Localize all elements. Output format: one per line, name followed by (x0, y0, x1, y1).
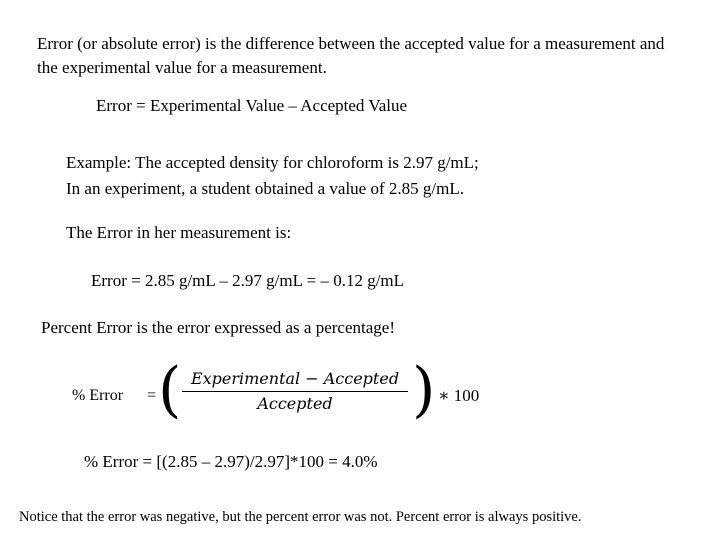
fraction-denominator: Accepted (257, 394, 333, 413)
error-calculation: Error = 2.85 g/mL – 2.97 g/mL = – 0.12 g/mL (91, 271, 405, 290)
error-definition: Error (or absolute error) is the difference between the accepted value for a measurement and the experimental value for a measurement. (37, 34, 665, 77)
example-line-1: Example: The accepted density for chloroform is 2.97 g/mL; (66, 153, 479, 172)
fraction-numerator: Experimental − Accepted (190, 369, 400, 388)
percent-formula-label: % Error (72, 387, 124, 404)
error-formula: Error = Experimental Value – Accepted Value (96, 96, 408, 115)
percent-formula-multiplier: ∗ 100 (438, 386, 480, 405)
percent-error-definition: Percent Error is the error expressed as a percentage! (41, 318, 395, 337)
left-parenthesis: ( (158, 355, 182, 425)
notice-text: Notice that the error was negative, but the percent error was not. Percent error is always positive. (19, 509, 582, 525)
percent-error-calculation: % Error = [(2.85 – 2.97)/2.97]*100 = 4.0% (84, 452, 378, 471)
example-block (66, 150, 686, 202)
percent-formula-fraction (178, 368, 412, 415)
error-lead-text: The Error in her measurement is: (66, 223, 292, 242)
example-line-2: In an experiment, a student obtained a value of 2.85 g/mL. (66, 179, 464, 198)
fraction-bar (182, 391, 408, 392)
percent-formula-equals: = (147, 387, 157, 404)
right-parenthesis: ) (412, 355, 436, 425)
